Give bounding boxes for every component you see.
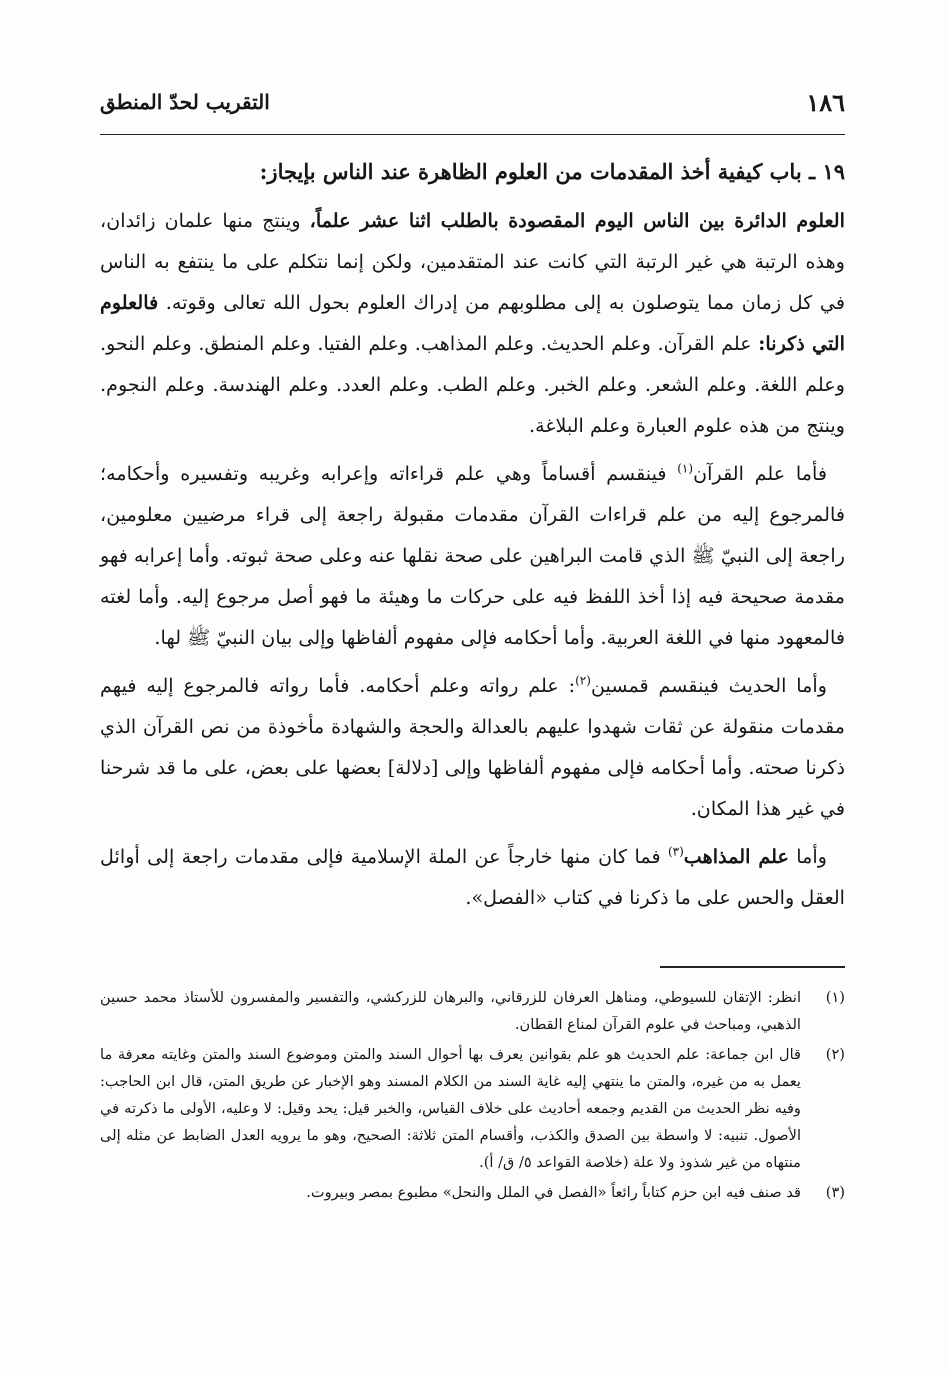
paragraph-1-bold-lead: العلوم الدائرة بين الناس اليوم المقصودة بالطلب اثنا عشر علماً، [309, 209, 845, 232]
footnote-number: (١) [825, 989, 845, 1006]
running-header [100, 88, 845, 130]
paragraph-1 [100, 200, 845, 446]
footnote-ref-2: (٢) [575, 673, 591, 688]
paragraph-1-text-a: وينتج منها علمان زائدان، وهذه الرتبة هي غير الرتبة التي كانت عند المتقدمين، ولكن إنما نتكلم على ما ينتفع به الناس في كل زمان مما يتوصلون به إلى مطلوبهم من إدراك العلوم بحول الله تعالى وقوته. [100, 209, 845, 314]
footnote-1 [100, 984, 845, 1038]
footnote-number: (٢) [825, 1046, 845, 1063]
footnotes [100, 984, 845, 1209]
page-number: ١٨٦ [806, 88, 845, 117]
footnote-2 [100, 1041, 845, 1176]
paragraph-4-text-a: وأما [788, 845, 828, 868]
paragraph-2-text-b: فينقسم أقساماً وهي علم قراءاته وإعرابه وغريبه وتفسيره وأحكامه؛ فالمرجوع إليه من علم قراءات القرآن مقدمات مقبولة راجعة إلى قراء مرضيين معلومين، راجعة إلى النبيّ ﷺ الذي قامت البراهين على صحة نقلها عنه وعلى صحة ثبوته. وأما إعرابه فهو مقدمة صحيحة فيه إذا أخذ اللفظ فيه على حركات ما وهيئة ما فهو أصل مرجوع إليه. وأما لغته فالمعهود منها في اللغة العربية. وأما أحكامه فإلى مفهوم ألفاظها وإلى بيان النبيّ ﷺ لها. [100, 462, 845, 649]
paragraph-3 [100, 665, 845, 829]
paragraph-2-text-a: فأما علم القرآن [693, 462, 827, 485]
footnote-number: (٣) [825, 1184, 845, 1201]
paragraph-3-text-a: وأما الحديث فينقسم قمسين [590, 674, 827, 697]
main-text [100, 148, 845, 925]
footnote-divider [660, 966, 845, 968]
paragraph-4 [100, 836, 845, 918]
section-title: ١٩ ـ باب كيفية أخذ المقدمات من العلوم الظاهرة عند الناس بإيجاز: [259, 159, 845, 184]
footnote-text: قال ابن جماعة: علم الحديث هو علم بقوانين يعرف بها أحوال السند والمتن وموضوع السند والمتن وغايته معرفة ما يعمل به من غيره، والمتن ما ينتهي إليه غاية السند من الكلام المسند وهو الإخبار عن طريق المتن، قال ابن الحاجب: وفيه نظر الحديث من القديم وجمعه أحاديث على خلاف القياس، والخبر قيل: يحد وقيل: لا وعليه، الأولى ما ذكرته في الأصول. تنبيه: لا واسطة بين الصدق والكذب، وأقسام المتن ثلاثة: الصحيح، وهو ما يرويه العدل الضابط عن مثله إلى منتهاه من غير شذوذ ولا علة (خلاصة القواعد ٥/ ق/ أ). [100, 1046, 801, 1171]
footnote-ref-1: (١) [677, 461, 694, 476]
footnote-ref-3: (٣) [667, 844, 684, 859]
header-divider [100, 134, 845, 135]
paragraph-4-bold: علم المذاهب [683, 845, 789, 868]
footnote-text: انظر: الإتقان للسيوطي، ومناهل العرفان للزرقاني، والبرهان للزركشي، والتفسير والمفسرون للأستاذ محمد حسين الذهبي، ومباحث في علوم القرآن لمناع القطان. [100, 989, 801, 1033]
paragraph-3-text-b: : علم رواته وعلم أحكامه. فأما رواته فالمرجوع إليه فيهم مقدمات منقولة عن ثقات شهدوا عليهم بالعدالة والحجة والشهادة مأخوذة من نص القرآن الذي ذكرنا صحته. وأما أحكامه فإلى مفهوم ألفاظها وإلى [دلالة] بعضها على بعض، على ما قد شرحنا في غير هذا المكان. [100, 674, 845, 820]
footnote-text: قد صنف فيه ابن حزم كتاباً رائعاً «الفصل في الملل والنحل» مطبوع بمصر وبيروت. [306, 1184, 801, 1201]
paragraph-2 [100, 453, 845, 658]
paragraph-1-text-b: علم القرآن. وعلم الحديث. وعلم المذاهب. وعلم الفتيا. وعلم المنطق. وعلم النحو. وعلم اللغة. وعلم الشعر. وعلم الخبر. وعلم الطب. وعلم العدد. وعلم الهندسة. وعلم النجوم. وينتج من هذه علوم العبارة وعلم البلاغة. [100, 332, 845, 437]
paragraph-4-text-b: فما كان منها خارجاً عن الملة الإسلامية فإلى مقدمات راجعة إلى أوائل العقل والحس على ما ذكرنا في كتاب «الفصل». [100, 845, 845, 909]
footnote-3 [100, 1179, 845, 1206]
paragraph-1-bold-mid: فالعلوم التي ذكرنا: [100, 291, 845, 355]
book-title: التقريب لحدّ المنطق [100, 90, 270, 114]
